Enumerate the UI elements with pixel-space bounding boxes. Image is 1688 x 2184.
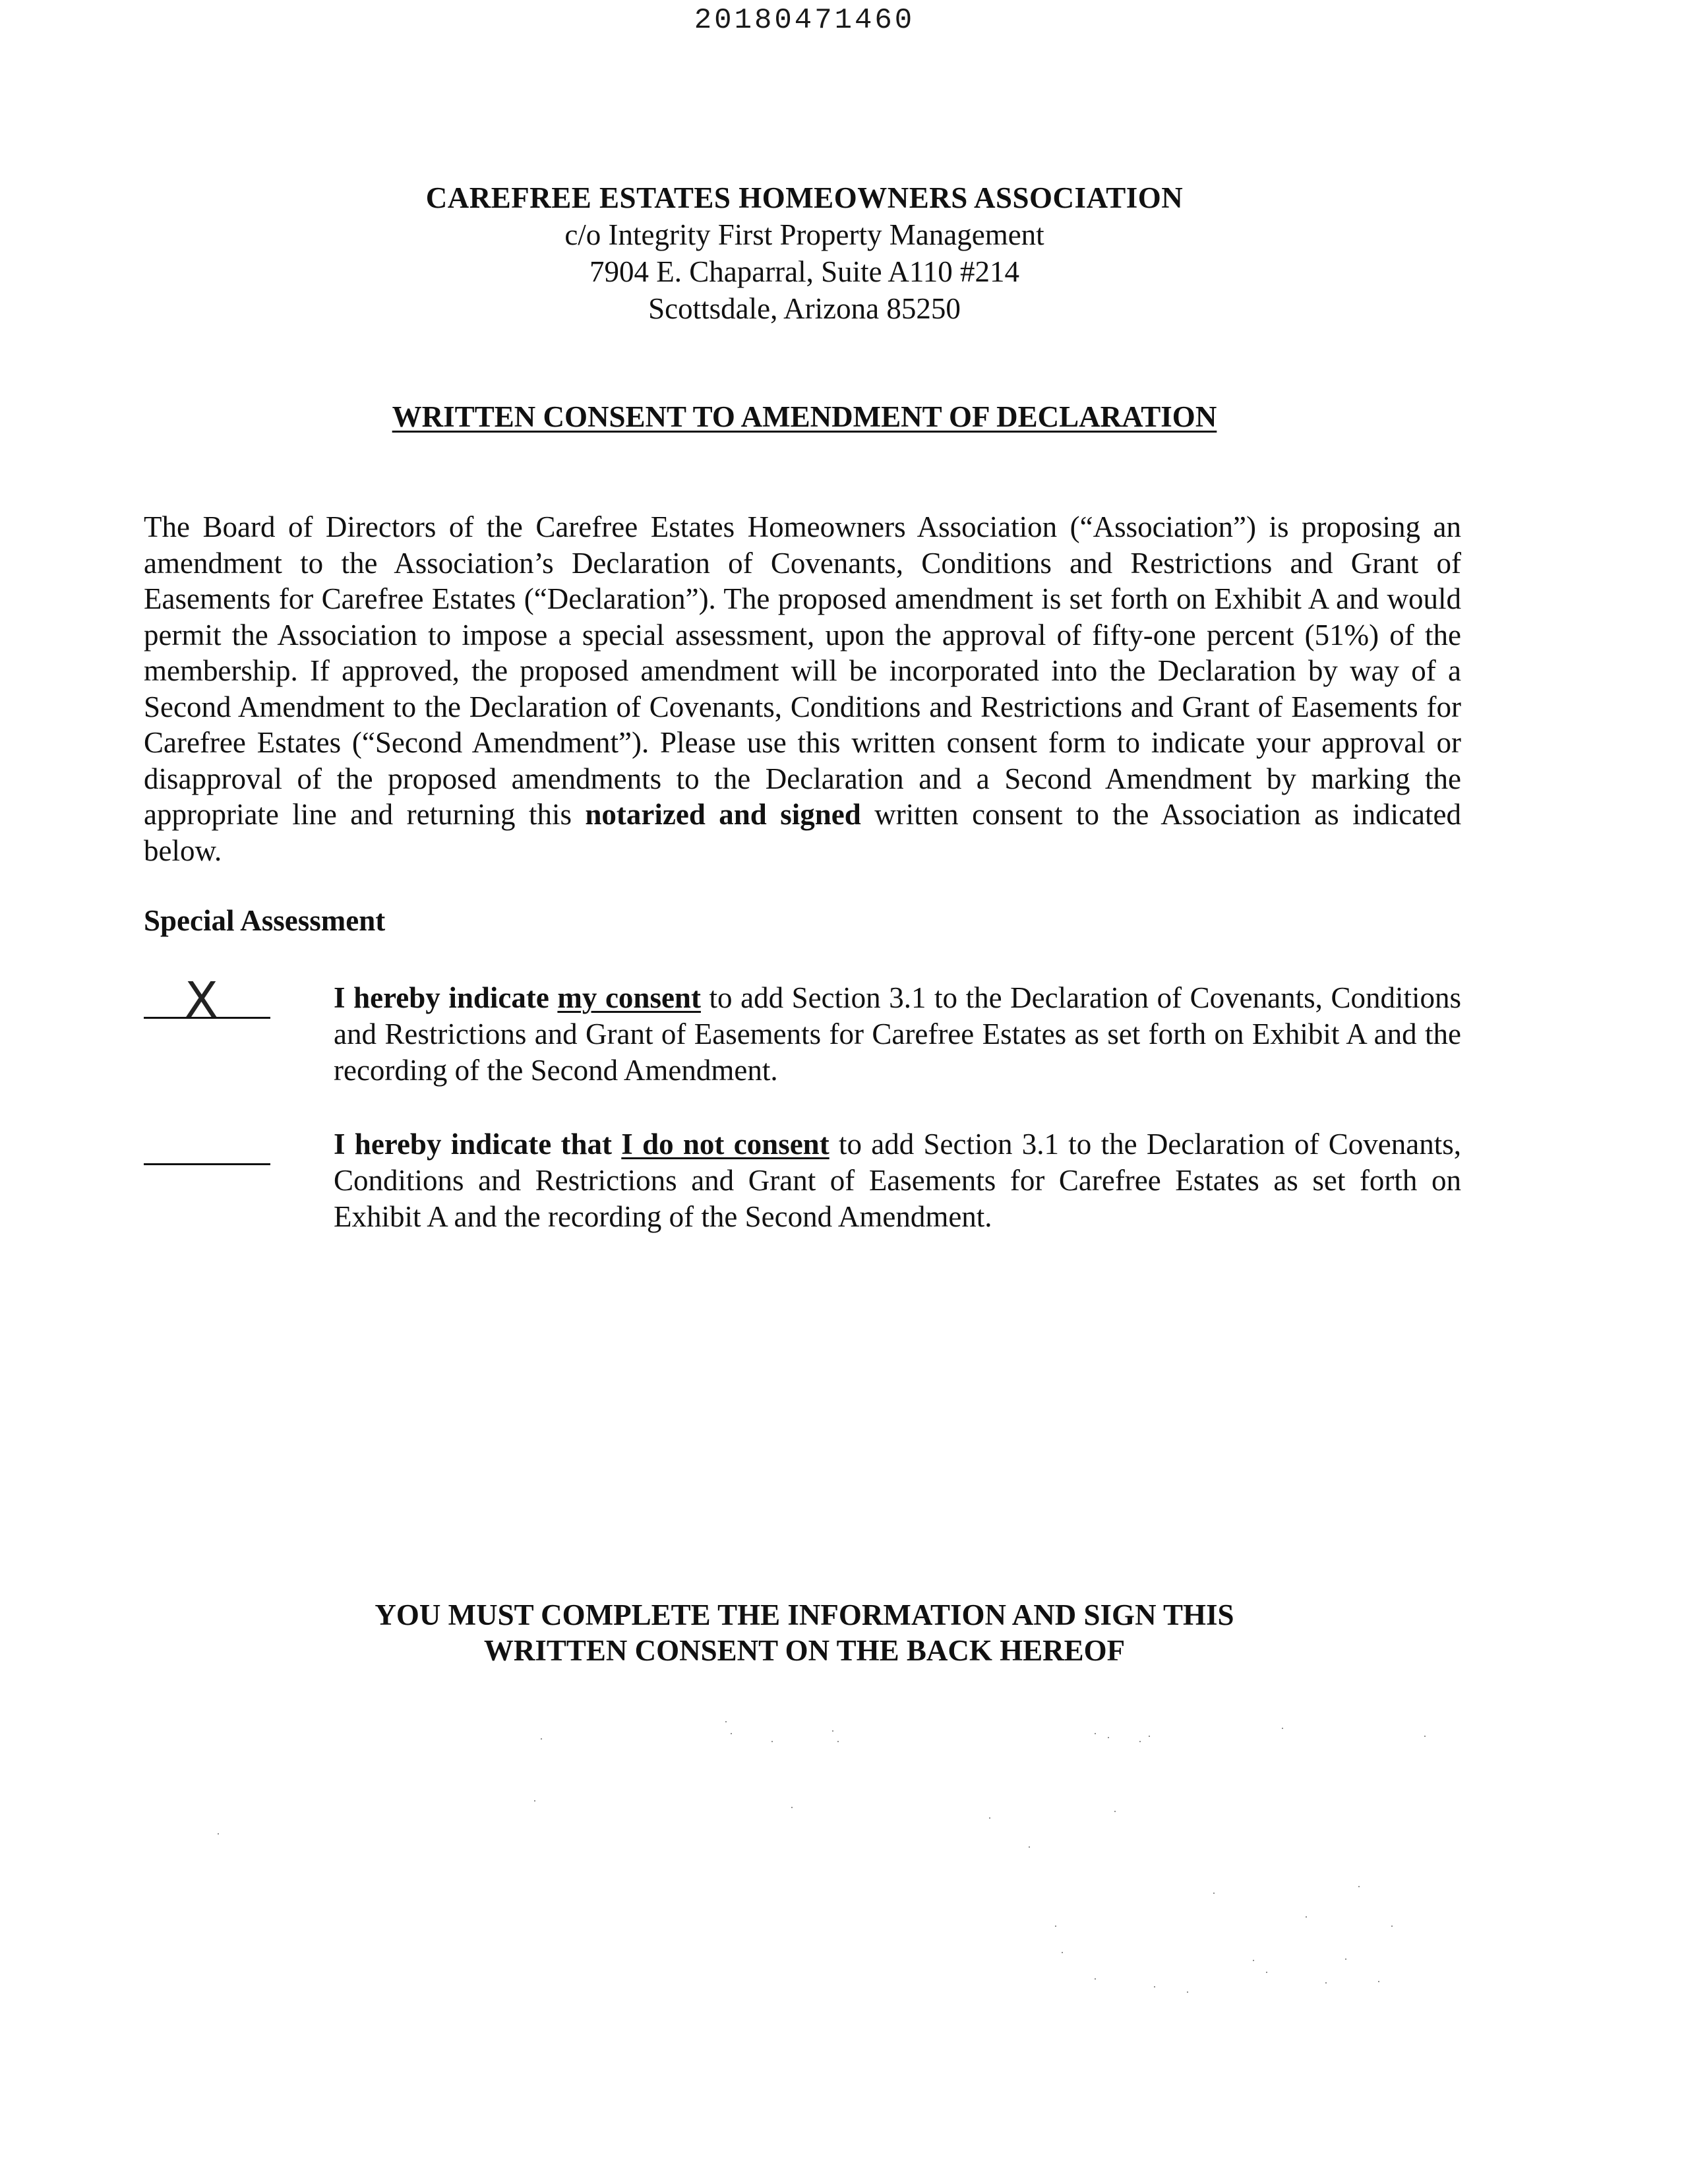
no-consent-option-text (334, 1126, 1461, 1235)
address-line: 7904 E. Chaparral, Suite A110 #214 (589, 255, 1019, 288)
care-of-line: c/o Integrity First Property Management (564, 218, 1044, 251)
organization-name: CAREFREE ESTATES HOMEOWNERS ASSOCIATION (425, 181, 1184, 214)
recording-number: 20180471460 (694, 4, 915, 37)
no-consent-emphasis: I do not consent (621, 1128, 829, 1161)
intro-text: The Board of Directors of the Carefree Estates Homeowners Association (“Association”) is proposing an amendment to the Association’s Declaration of Covenants, Conditions and Restrictions and Grant of Easements for Carefree Estates (“Declaration”). The proposed amendment is set forth on Exhibit A and would permit the Association to impose a special assessment, upon the approval of fifty-one percent (51%) of the membership. If approved, the proposed amendment will be incorporated into the Declaration by way of a Second Amendment to the Declaration of Covenants, Conditions and Restrictions and Grant of Easements for Carefree Estates (“Second Amendment”). Please use this written consent form to indicate your approval or disapproval of the proposed amendments to the Declaration and a Second Amendment by marking the appropriate line and returning this (144, 510, 1461, 831)
city-state-zip: Scottsdale, Arizona 85250 (648, 292, 961, 325)
consent-option-text (334, 980, 1461, 1089)
consent-emphasis: my consent (557, 981, 701, 1014)
handwritten-x-mark: X (185, 972, 218, 1029)
consent-lead: I hereby indicate (334, 981, 549, 1014)
section-heading: Special Assessment (144, 904, 386, 937)
intro-paragraph (144, 509, 1461, 868)
footer-line-1: YOU MUST COMPLETE THE INFORMATION AND SIGN THIS (375, 1598, 1234, 1631)
no-consent-rest: to add Section 3.1 to the Declaration of Covenants, Conditions and Restrictions and Grant of Easements for Carefree Estates as set forth on Exhibit A and the recording of the Second Amendment. (334, 1128, 1461, 1233)
footer-notice (0, 1597, 1609, 1668)
footer-line-2: WRITTEN CONSENT ON THE BACK HEREOF (483, 1634, 1126, 1667)
intro-text-end: written consent to the Association as indicated below. (144, 798, 1462, 867)
no-consent-lead: I hereby indicate that (334, 1128, 613, 1161)
intro-bold-notarized: notarized and (585, 798, 767, 831)
intro-bold-signed: signed (780, 798, 861, 831)
letterhead (0, 179, 1609, 327)
document-title: WRITTEN CONSENT TO AMENDMENT OF DECLARATION (392, 400, 1217, 433)
no-consent-mark-line[interactable] (144, 1163, 270, 1165)
consent-rest: to add Section 3.1 to the Declaration of Covenants, Conditions and Restrictions and Grant of Easements for Carefree Estates as set forth on Exhibit A and the recording of the Second Amendment. (334, 981, 1461, 1087)
